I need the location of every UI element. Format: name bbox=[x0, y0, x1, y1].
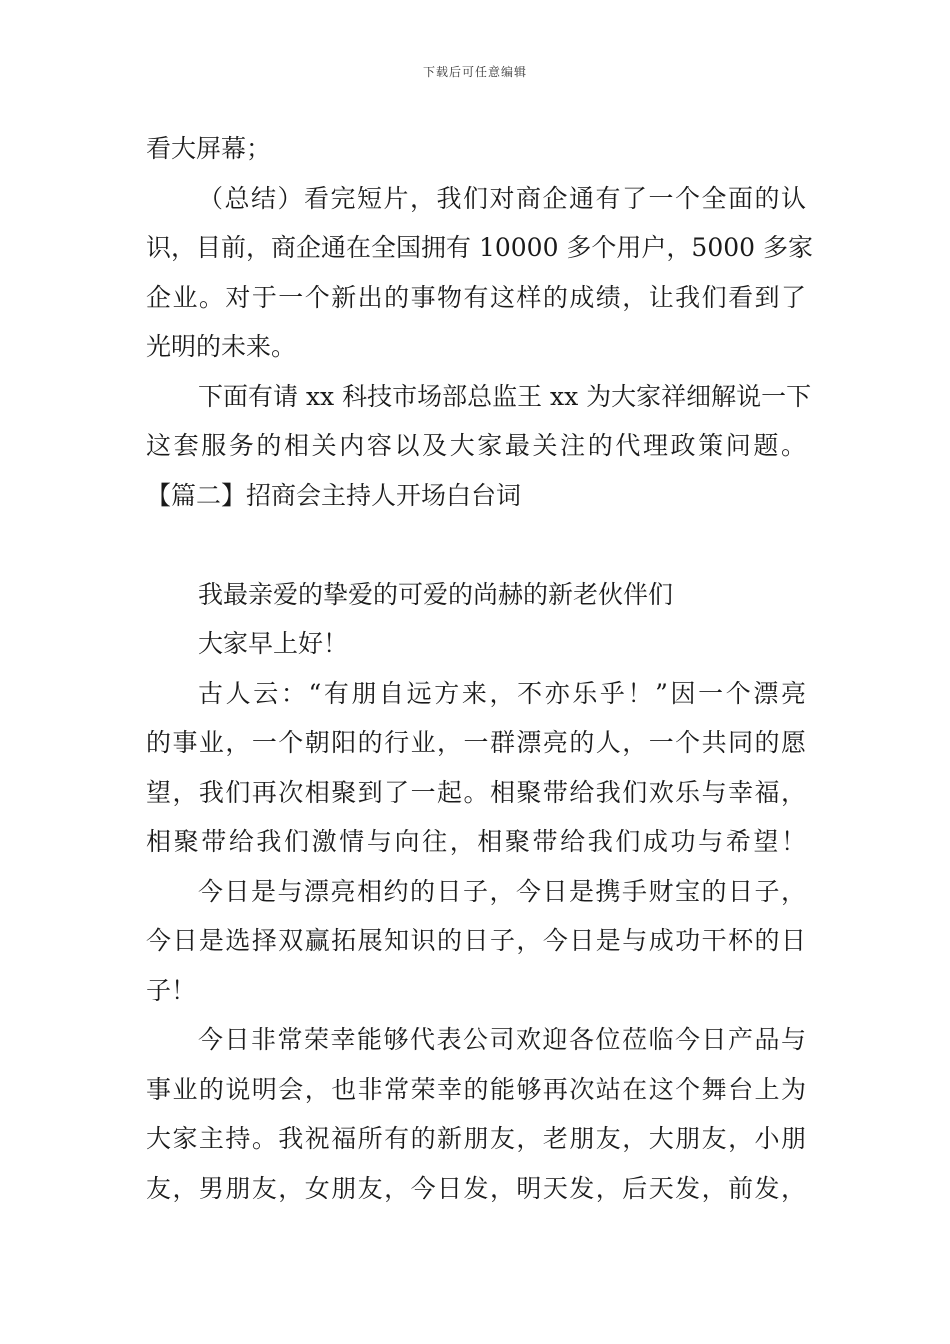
paragraph-start-line: 下面有请 xx 科技市场部总监王 xx 为大家祥细解说一下 bbox=[198, 381, 812, 411]
text-line: 友，男朋友，女朋友，今日发，明天发，后天发，前发， bbox=[146, 1173, 806, 1203]
greeting-line: 我最亲爱的挚爱的可爱的尚赫的新老伙伴们 bbox=[198, 579, 674, 609]
paragraph-start-line: （总结）看完短片，我们对商企通有了一个全面的认 bbox=[198, 183, 806, 213]
text-line: 光明的未来。 bbox=[146, 332, 297, 361]
paragraph-start-line: 今日非常荣幸能够代表公司欢迎各位莅临今日产品与 bbox=[198, 1025, 806, 1054]
paragraph-start-line: 今日是与漂亮相约的日子，今日是携手财宝的日子， bbox=[198, 876, 806, 906]
text-line: 这套服务的相关内容以及大家最关注的代理政策问题。 bbox=[146, 431, 806, 460]
text-line: 子！ bbox=[146, 975, 197, 1005]
text-line: 识，目前，商企通在全国拥有 10000 多个用户，5000 多家 bbox=[146, 233, 813, 262]
blank-line bbox=[146, 520, 806, 570]
text-line: 看大屏幕； bbox=[146, 134, 272, 163]
paragraph-start-line: 古人云：“有朋自远方来，不亦乐乎！”因一个漂亮 bbox=[198, 678, 806, 708]
document-body bbox=[146, 124, 813, 1213]
text-line: 事业的说明会，也非常荣幸的能够再次站在这个舞台上为 bbox=[146, 1074, 806, 1104]
text-line: 企业。对于一个新出的事物有这样的成绩，让我们看到了 bbox=[146, 282, 806, 312]
page-header: 下载后可任意编辑 bbox=[422, 65, 527, 79]
text-line: 望，我们再次相聚到了一起。相聚带给我们欢乐与幸福， bbox=[146, 777, 806, 807]
text-line: 今日是选择双赢拓展知识的日子，今日是与成功干杯的日 bbox=[146, 926, 806, 955]
greeting-line: 大家早上好！ bbox=[198, 629, 349, 658]
text-line: 的事业，一个朝阳的行业，一群漂亮的人，一个共同的愿 bbox=[146, 728, 806, 757]
text-line: 大家主持。我祝福所有的新朋友，老朋友，大朋友，小朋 bbox=[146, 1124, 806, 1153]
text-line: 相聚带给我们激情与向往，相聚带给我们成功与希望！ bbox=[146, 827, 806, 856]
section-heading: 【篇二】招商会主持人开场白台词 bbox=[146, 480, 522, 510]
